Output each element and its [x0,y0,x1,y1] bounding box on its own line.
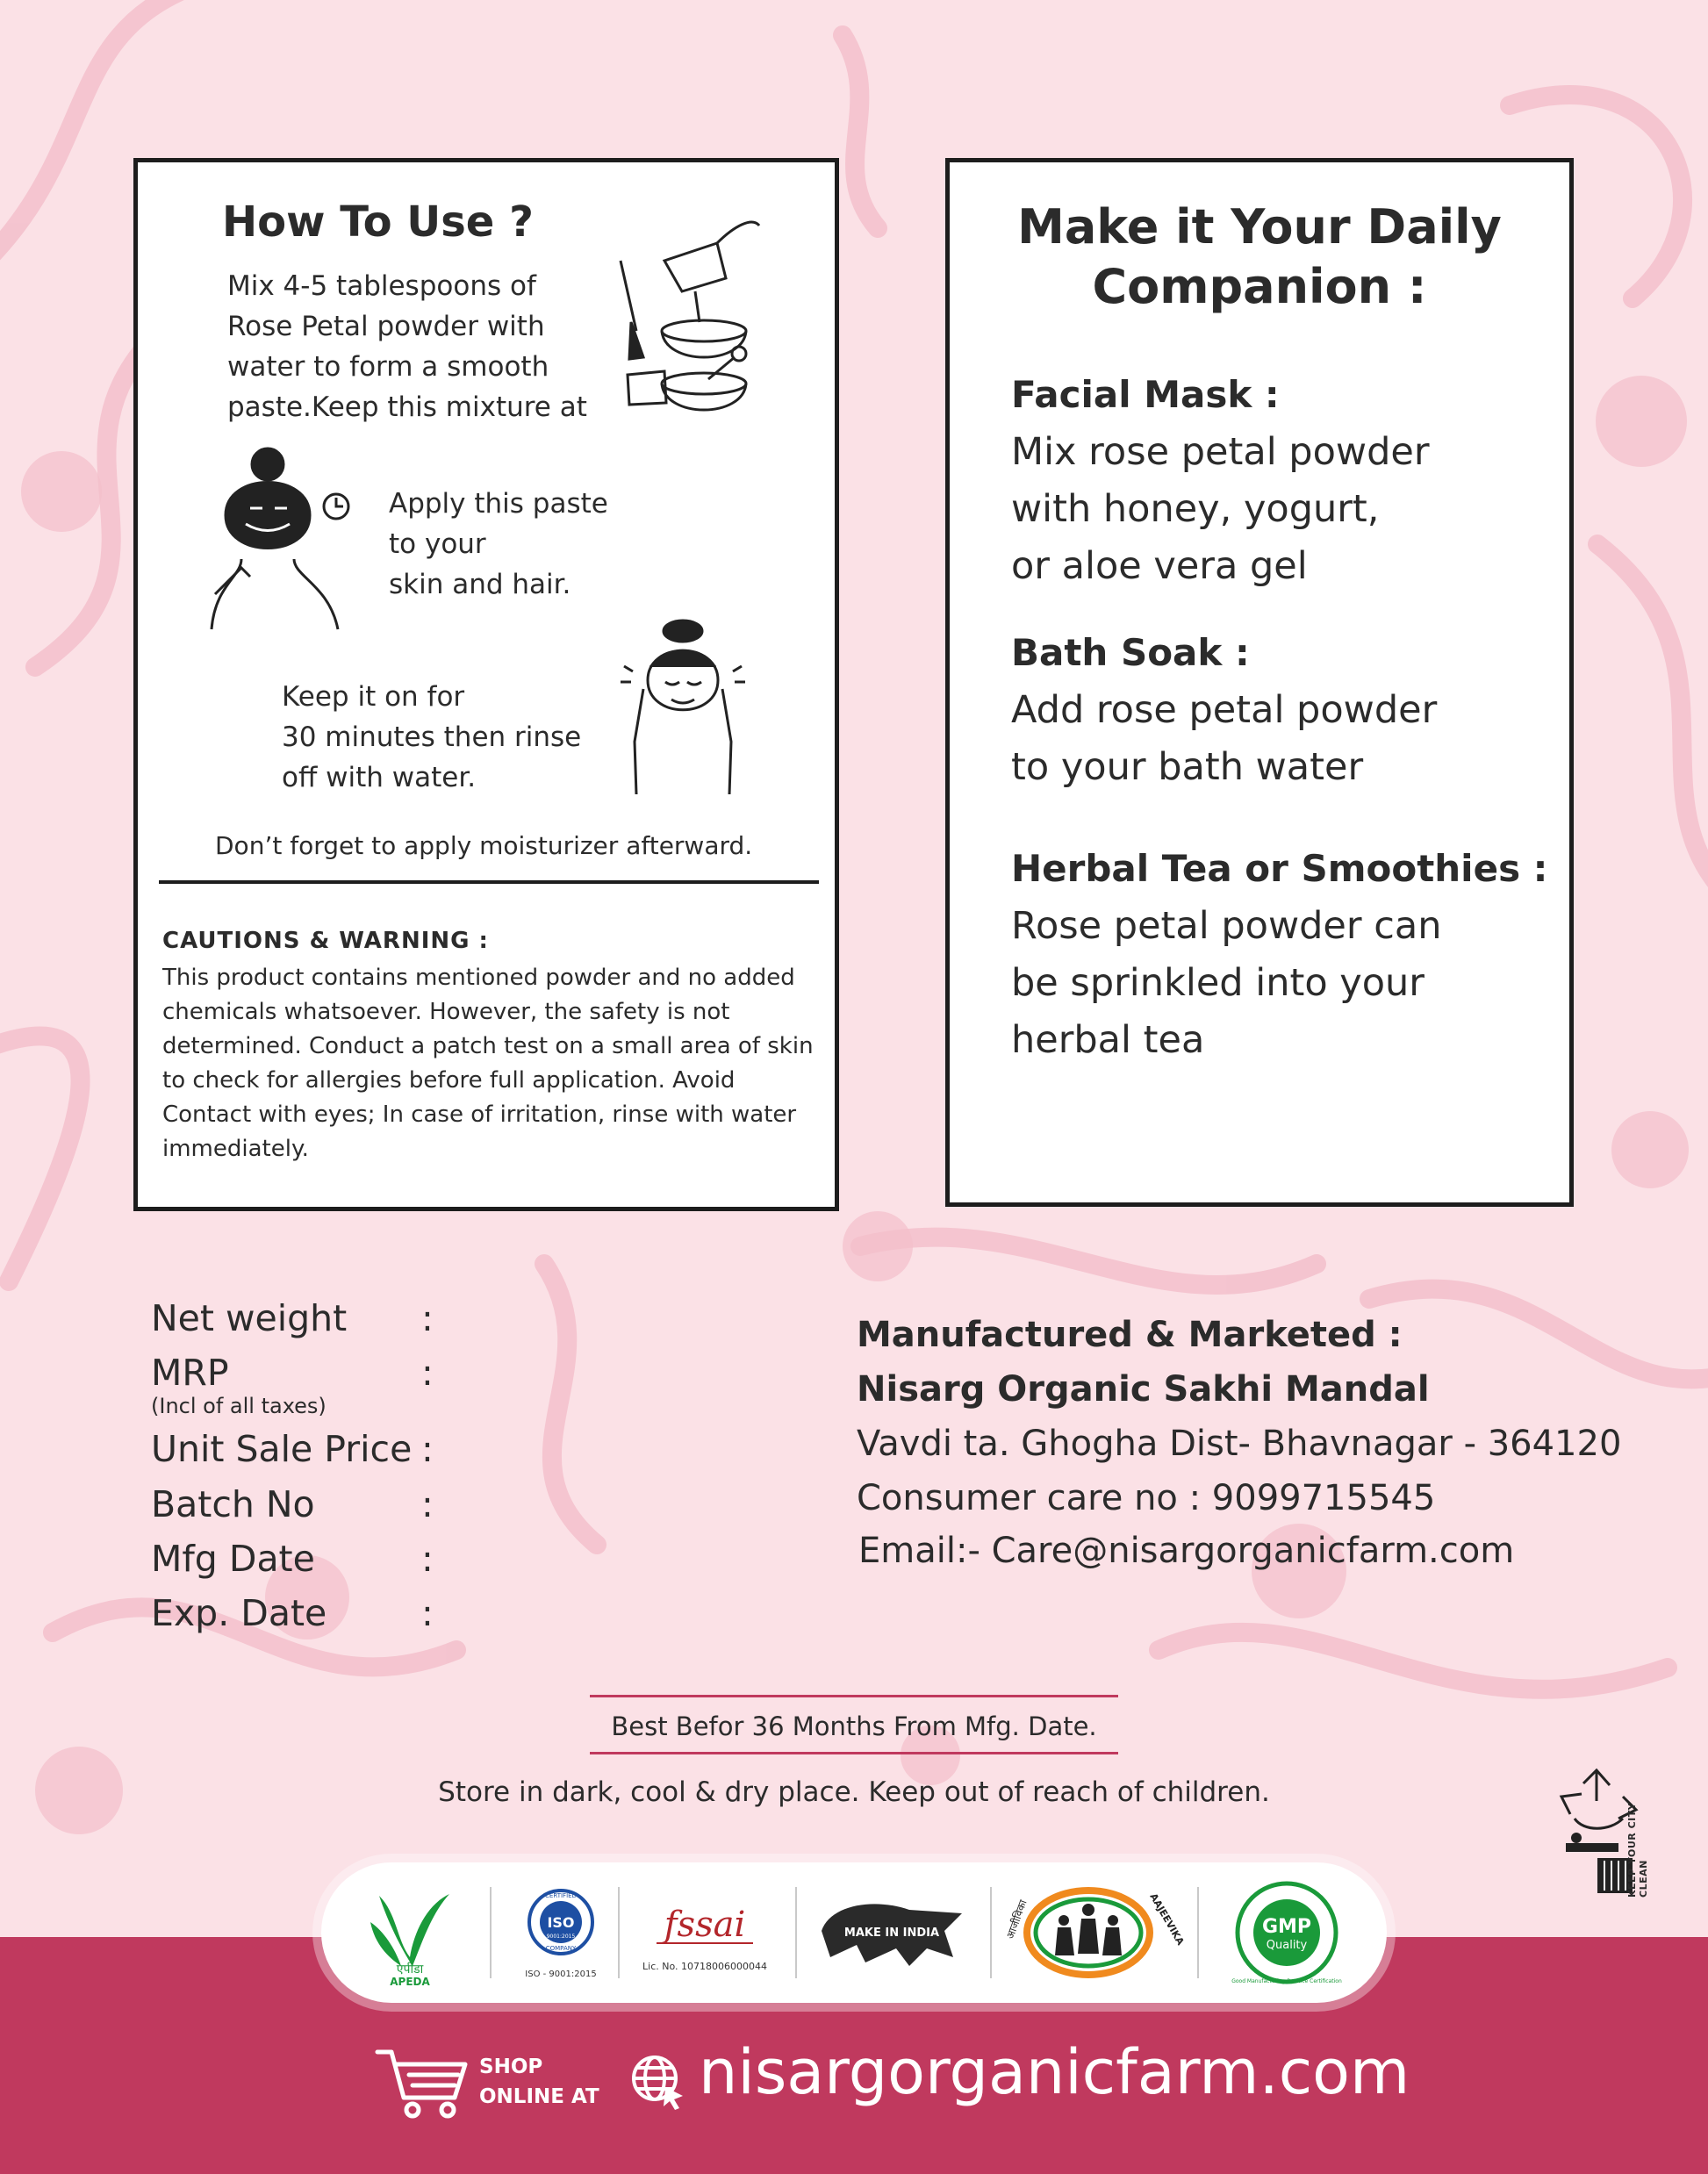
moisturizer-note: Don’t forget to apply moisturizer afterward. [215,831,753,860]
iso-text: ISO [547,1914,575,1931]
aajeevika-hindi-text: आजीविका [1003,1898,1030,1941]
batch-no-colon: : [421,1483,434,1525]
net-weight-colon: : [421,1297,434,1339]
step-3-text: Keep it on for 30 minutes then rinse off with water. [282,681,582,793]
keep-city-clean-text: KEEP YOUR CITY CLEAN [1626,1802,1649,1898]
batch-no-label: Batch No [151,1483,315,1525]
companion-title: Make it Your Daily Companion : [1017,199,1502,314]
gmp-ring-text: Good Manufacturing Practice Certification [1231,1978,1342,1984]
net-weight-label: Net weight [151,1297,348,1339]
shopping-cart-icon [374,2045,470,2120]
fssai-text: fssai [664,1905,746,1945]
make-in-india-text: MAKE IN INDIA [843,1926,940,1940]
facial-mask-heading: Facial Mask : [1011,373,1280,416]
caution-text: This product contains mentioned powder and no added chemicals whatsoever. However, the safety is not determined. Conduct a patch test on a small area of skin to check for allergies before full application. Avoid Contact with eyes; In case of irritation, rinse with water immediately. [162,965,814,1162]
fssai-license-text: Lic. No. 10718006000044 [642,1961,767,1972]
certification-logo-strip [321,1862,1387,2003]
logo-separator [1197,1887,1199,1978]
storage-instructions: Store in dark, cool & dry place. Keep out of reach of children. [438,1776,1270,1808]
aajeevika-english-text: AAJEEVIKA [1147,1891,1187,1948]
face-mask-woman-icon [206,445,355,629]
how-to-use-panel [133,158,839,1211]
make-in-india-lion-icon [813,1878,971,1987]
consumer-care-number: Consumer care no : 9099715545 [857,1478,1436,1518]
mixing-bowl-icon [612,208,761,410]
how-to-use-title: How To Use ? [222,197,534,247]
mrp-label: MRP [151,1352,229,1394]
best-before-rule-top [590,1695,1118,1697]
manufacturer-email: Email:- Care@nisargorganicfarm.com [858,1531,1515,1571]
facial-mask-text: Mix rose petal powder with honey, yogurt, or aloe vera gel [1011,430,1430,588]
iso-standard-text: 9001:2015 [546,1934,576,1940]
manufacturer-name: Nisarg Organic Sakhi Mandal [857,1369,1430,1410]
iso-certified-logo-icon [513,1878,609,1987]
daily-companion-panel [945,158,1574,1207]
gmp-quality-logo-icon [1232,1878,1341,1987]
mrp-subtext: (Incl of all taxes) [151,1394,327,1418]
apeda-hindi-text: एपीडा [396,1962,424,1977]
gmp-text: GMP [1261,1916,1312,1938]
caution-title: CAUTIONS & WARNING : [162,928,489,954]
exp-date-label: Exp. Date [151,1592,327,1634]
logo-separator [990,1887,992,1978]
bath-soak-text: Add rose petal powder to your bath water [1011,688,1438,789]
mfg-date-label: Mfg Date [151,1538,315,1580]
logo-separator [490,1887,492,1978]
apeda-english-text: APEDA [390,1976,430,1988]
herbal-tea-text: Rose petal powder can be sprinkled into your herbal tea [1011,904,1442,1062]
iso-ring-bottom-text: COMPANY [545,1945,577,1952]
shop-online-label: SHOP ONLINE AT [479,2056,599,2108]
globe-icon[interactable] [628,2052,686,2110]
mrp-colon: : [421,1352,434,1394]
unit-sale-price-label: Unit Sale Price [151,1428,413,1470]
iso-caption: ISO - 9001:2015 [525,1970,597,1979]
herbal-tea-heading: Herbal Tea or Smoothies : [1011,847,1548,890]
rinsing-face-icon [617,619,749,794]
aajeevika-logo-icon [1001,1878,1187,1987]
best-before-text: Best Befor 36 Months From Mfg. Date. [611,1711,1097,1741]
logo-separator [795,1887,797,1978]
iso-ring-top-text: CERTIFIED [545,1892,577,1899]
exp-date-colon: : [421,1592,434,1634]
manufacturer-address: Vavdi ta. Ghogha Dist- Bhavnagar - 364120 [857,1424,1622,1464]
mfg-date-colon: : [421,1538,434,1580]
step-1-text: Mix 4-5 tablespoons of Rose Petal powder with water to form a smooth paste.Keep this mixture at [227,270,587,423]
unit-sale-price-colon: : [421,1428,434,1470]
divider-rule [159,880,819,884]
website-link[interactable]: nisargorganicfarm.com [699,2036,1410,2108]
manufacturer-heading: Manufactured & Marketed : [857,1315,1403,1355]
fssai-logo-icon [630,1878,779,1987]
logo-separator [618,1887,620,1978]
bath-soak-heading: Bath Soak : [1011,631,1250,674]
step-2-text: Apply this paste to your skin and hair. [389,488,608,600]
apeda-logo-icon [362,1878,458,1987]
best-before-rule-bottom [590,1752,1118,1754]
gmp-quality-text: Quality [1266,1939,1308,1952]
